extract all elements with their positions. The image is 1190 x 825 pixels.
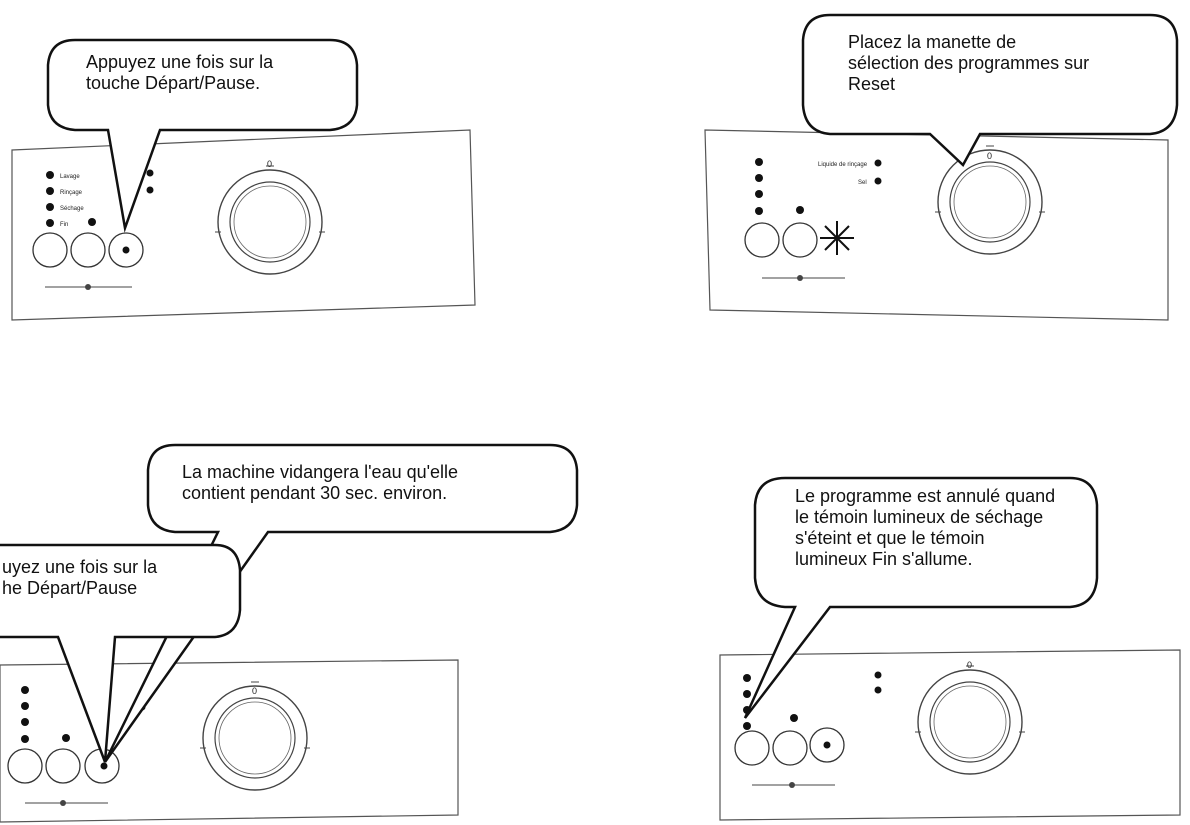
panel-4 <box>720 650 1180 820</box>
delay-start-button[interactable] <box>745 223 779 257</box>
panel-3 <box>0 660 458 822</box>
bubble-2-text: Placez la manette de sélection des programmes sur Reset <box>848 32 1090 94</box>
delay-start-button[interactable] <box>8 749 42 783</box>
rinse-aid-label: Liquide de rinçage <box>818 162 868 168</box>
start-pause-button-flashing[interactable] <box>820 221 854 255</box>
panel-1 <box>12 130 475 320</box>
dial-zero-label: 0 <box>267 159 273 169</box>
dial-zero-label: 0 <box>987 151 993 161</box>
led-label-rincage: Rinçage <box>60 190 83 196</box>
panel-2 <box>705 130 1168 320</box>
bubble-3-text: La machine vidangera l'eau qu'elle contient pendant 30 sec. environ. <box>182 462 459 503</box>
dial-zero-label: 0 <box>967 660 973 670</box>
delay-start-button[interactable] <box>33 233 67 267</box>
dial-zero-label: 0 <box>252 686 258 696</box>
spin-button[interactable] <box>71 233 105 267</box>
led-label-fin: Fin <box>60 222 69 228</box>
bubble-5-text: Le programme est annulé quand le témoin lumineux de séchage s'éteint et que le témoin lumineux Fin s'allume. <box>795 486 1056 569</box>
led-label-lavage: Lavage <box>60 174 80 180</box>
bubble-1-text: Appuyez une fois sur la touche Départ/Pause. <box>86 52 274 93</box>
spin-button[interactable] <box>773 731 807 765</box>
spin-button[interactable] <box>46 749 80 783</box>
delay-start-button[interactable] <box>735 731 769 765</box>
spin-button[interactable] <box>783 223 817 257</box>
led-label-sechage: Séchage <box>60 206 84 212</box>
salt-label: Sel <box>858 180 867 186</box>
bubble-4-text: uyez une fois sur la he Départ/Pause <box>2 557 158 598</box>
